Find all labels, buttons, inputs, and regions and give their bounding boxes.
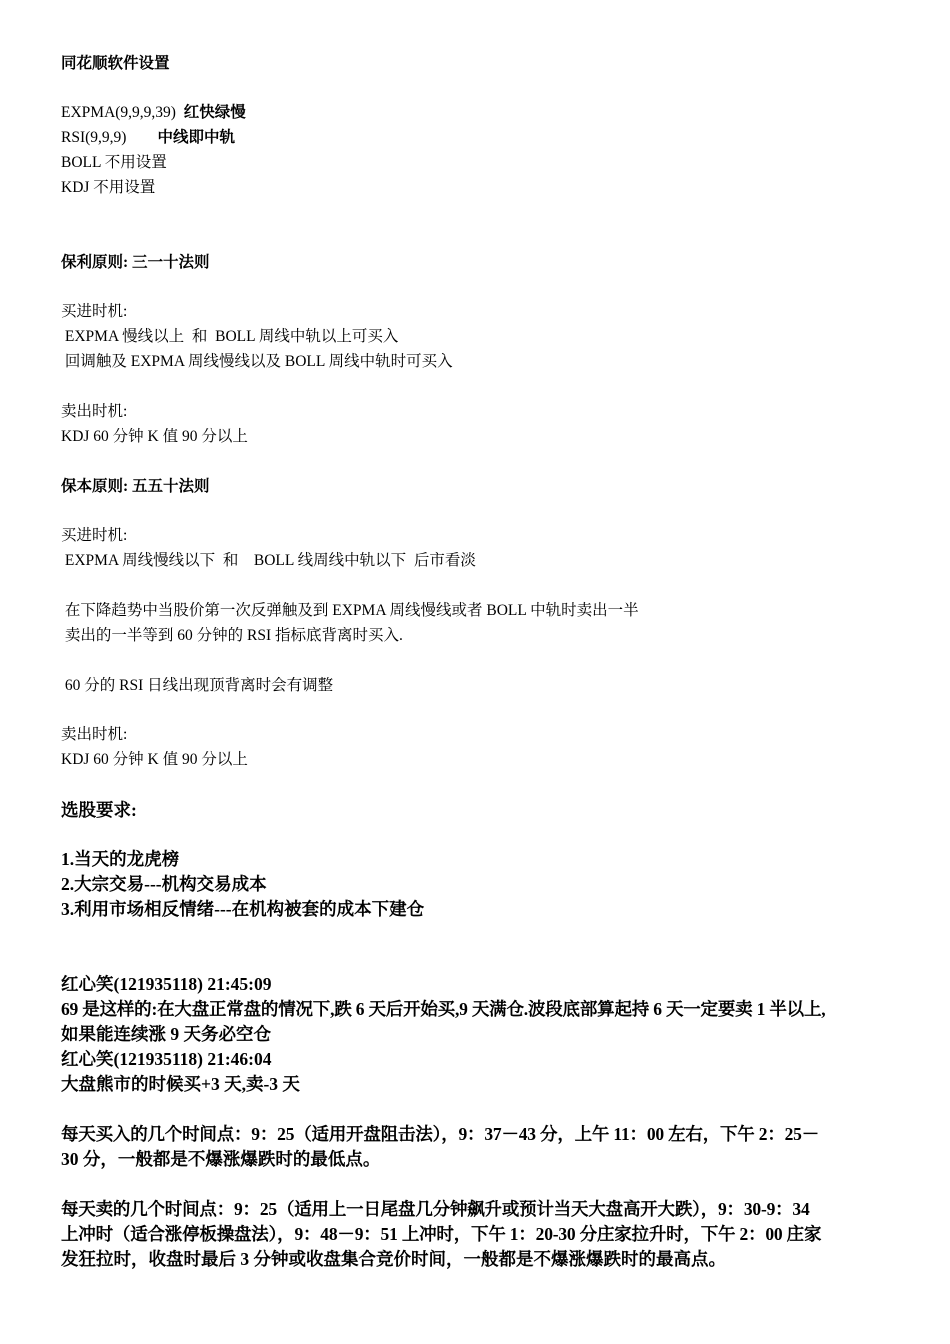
principal-note: 卖出的一半等到 60 分钟的 RSI 指标底背离时买入. [61, 627, 403, 644]
profit-sell-label: 卖出时机: [61, 403, 128, 420]
kdj-setting: KDJ 不用设置 [61, 179, 156, 196]
selection-title: 选股要求: [61, 800, 137, 820]
selection-item: 3.利用市场相反情绪---在机构被套的成本下建仓 [61, 899, 425, 919]
chat-header: 红心笑(121935118) 21:46:04 [61, 1049, 272, 1069]
sell-times-line: 每天卖的几个时间点：9：25（适用上一日尾盘几分钟飙升或预计当天大盘高开大跌），9：30-9：34 [61, 1199, 810, 1219]
settings-title: 同花顺软件设置 [61, 55, 170, 72]
chat-header: 红心笑(121935118) 21:45:09 [61, 974, 272, 994]
sell-times-line: 发狂拉时，收盘时最后 3 分钟或收盘集合竞价时间，一般都是不爆涨爆跌时的最高点。 [61, 1249, 726, 1269]
principal-sell-label: 卖出时机: [61, 726, 128, 743]
buy-times-line: 每天买入的几个时间点：9：25（适用开盘阻击法），9：37－43 分，上午 11：00 左右，下午 2：25－ [61, 1124, 820, 1144]
principal-buy-label: 买进时机: [61, 527, 128, 544]
rsi-note: 中线即中轨 [157, 129, 235, 146]
principal-note: 在下降趋势中当股价第一次反弹触及到 EXPMA 周线慢线或者 BOLL 中轨时卖出一半 [61, 602, 639, 619]
rsi-setting: RSI(9,9,9) [61, 129, 158, 146]
principal-sell-line: KDJ 60 分钟 K 值 90 分以上 [61, 751, 248, 768]
chat-message: 如果能连续涨 9 天务必空仓 [61, 1024, 271, 1044]
boll-setting: BOLL 不用设置 [61, 154, 167, 171]
profit-rule-title: 保利原则: 三一十法则 [61, 254, 210, 271]
sell-times-line: 上冲时（适合涨停板操盘法），9：48－9：51 上冲时，下午 1：20-30 分庄家拉升时，下午 2：00 庄家 [61, 1224, 822, 1244]
expma-note: 红快绿慢 [183, 104, 246, 121]
selection-item: 2.大宗交易---机构交易成本 [61, 874, 267, 894]
chat-message: 大盘熊市的时候买+3 天,卖-3 天 [61, 1074, 300, 1094]
principal-rule-title: 保本原则: 五五十法则 [61, 478, 210, 495]
expma-setting: EXPMA(9,9,9,39) [61, 104, 184, 121]
profit-buy-line: 回调触及 EXPMA 周线慢线以及 BOLL 周线中轨时可买入 [61, 353, 453, 370]
profit-buy-line: EXPMA 慢线以上 和 BOLL 周线中轨以上可买入 [61, 328, 399, 345]
expma-setting-line [61, 103, 246, 123]
principal-buy-line: EXPMA 周线慢线以下 和 BOLL 线周线中轨以下 后市看淡 [61, 552, 476, 569]
selection-item: 1.当天的龙虎榜 [61, 849, 180, 869]
buy-times-line: 30 分，一般都是不爆涨爆跌时的最低点。 [61, 1149, 381, 1169]
principal-note-rsi: 60 分的 RSI 日线出现顶背离时会有调整 [61, 677, 334, 694]
rsi-setting-line [61, 128, 235, 148]
chat-message: 69 是这样的:在大盘正常盘的情况下,跌 6 天后开始买,9 天满仓.波段底部算起持 6 天一定要卖 1 半以上, [61, 999, 826, 1019]
profit-sell-line: KDJ 60 分钟 K 值 90 分以上 [61, 428, 248, 445]
profit-buy-label: 买进时机: [61, 303, 128, 320]
